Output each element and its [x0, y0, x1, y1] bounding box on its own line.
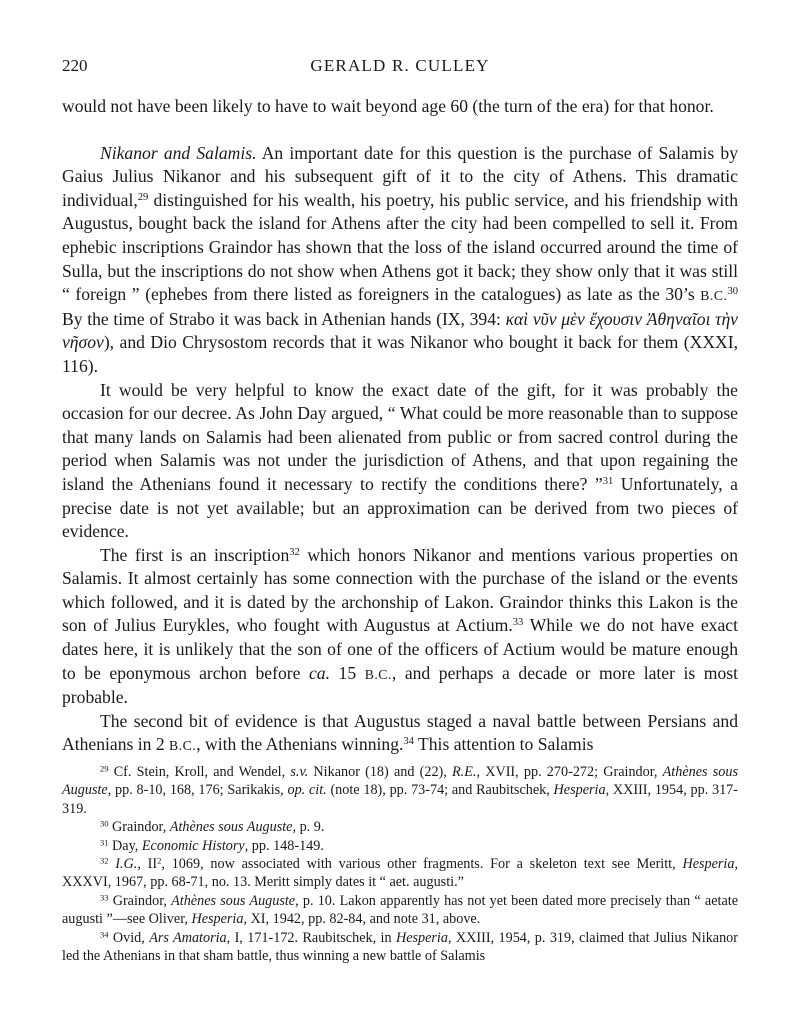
paragraph-nikanor-salamis: Nikanor and Salamis. An important date for this question is the purchase of Salamis by Gaius Julius Nikanor and his subsequent gift of it to the city of Athens. This dramatic individual,$^{29}$ distinguished for his wealth, his poetry, his public service, and his friendship with Augustus, bought back the island for Athens after the city had been compelled to sell it. From ephebic inscriptions Graindor has shown that the loss of the island occurred around the time of Sulla, but the inscriptions do not show when Athens got it back; they show only that it was still “ foreign ” (ephebes from there listed as foreigners in the catalogues) as late as the 30’s B.C.$^{30}$ By the time of Strabo it was back in Athenian hands (IX, 394: καὶ νῦν μὲν ἔχουσιν Ἀθηναῖοι τὴν νῆσον), and Dio Chrysostom records that it was Nikanor who bought it back for them (XXXI, 116).	[62, 142, 738, 376]
footnote-ref-34: 34	[403, 736, 414, 748]
footnote-32: $^{32}$ I.G., $II^2$, 1069, now associated with various other fragments. For a skeleton text see Meritt, Hesperia, XXXVI, 1967, pp. 68-71, no. 13. Meritt simply dates it “ aet. augusti.”	[62, 855, 739, 891]
footnote-ref-29: 29	[137, 191, 149, 203]
section-title: Nikanor and Salamis.	[100, 142, 257, 163]
footnote-ref-33: 33	[512, 617, 524, 629]
paragraph-second-evidence: The second bit of evidence is that Augustus staged a naval battle between Persians and Athenians in 2 B.C., with the Athenians winning.$^{34}$ This attention to Salamis	[62, 710, 738, 755]
paragraph-gift-date: It would be very helpful to know the exact date of the gift, for it was probably the occasion for our decree. As John Day argued, “ What could be more reasonable than to suppose that many lands on Salamis had been alienated from public or from sacred control during the period when Salamis was not under the jurisdiction of Athens, and that upon regaining the island the Athenians found it necessary to rectify the conditions there? ”$^{31}$ Unfortunately, a precise date is not yet available; but an approximation can be derived from two pieces of evidence.	[62, 379, 738, 542]
page-header	[62, 56, 738, 80]
page-number: 220	[62, 56, 88, 75]
footnote-ref-30: 30	[727, 286, 738, 298]
footnote-ref-31: 31	[602, 476, 614, 488]
paragraph-continuation: would not have been likely to have to wait beyond age 60 (the turn of the era) for that honor.	[62, 96, 714, 116]
paragraph-first-evidence: The first is an inscription$^{32}$ which honors Nikanor and mentions various properties on Salamis. It almost certainly has some connection with the purchase of the island or the events which followed, and it is dated by the archonship of Lakon. Graindor thinks this Lakon is the son of Julius Eurykles, who fought with Augustus at Actium.$^{33}$ While we do not have exact dates here, it is unlikely that the son of one of the officers of Actium would be mature enough to be eponymous archon before ca. 15 B.C., and perhaps a decade or more later is most probable.	[62, 544, 739, 708]
footnote-33: $^{33}$ Graindor, Athènes sous Auguste, p. 10. Lakon apparently has not yet been dated more precisely than “ aetate augusti ”—see Oliver, Hesperia, XI, 1942, pp. 82-84, and note 31, above.	[62, 892, 739, 928]
footnote-29: $^{29}$ Cf. Stein, Kroll, and Wendel, s.v. Nikanor (18) and (22), R.E., XVII, pp. 270-272; Graindor, Athènes sous Auguste, pp. 8-10, 168, 176; Sarikakis, op. cit. (note 18), pp. 73-74; and Raubitschek, Hesperia, XXIII, 1954, pp. 317-319.	[62, 763, 739, 817]
footnote-34: $^{34}$ Ovid, Ars Amatoria, I, 171-172. Raubitschek, in Hesperia, XXIII, 1954, p. 319, claimed that Julius Nikanor led the Athenians in that sham battle, thus winning a new battle of Salamis	[62, 928, 738, 965]
footnote-30: $^{30}$ Graindor, Athènes sous Auguste, p. 9.	[100, 818, 325, 836]
running-head: GERALD R. CULLEY	[310, 56, 490, 75]
greek-quote: καὶ νῦν μὲν ἔχουσιν Ἀθηναῖοι τὴν νῆσον	[62, 308, 738, 353]
footnotes	[62, 763, 738, 965]
footnote-ref-32: 32	[289, 546, 300, 558]
body-text	[62, 95, 738, 758]
footnote-31: $^{31}$ Day, Economic History, pp. 148-149.	[100, 836, 324, 854]
